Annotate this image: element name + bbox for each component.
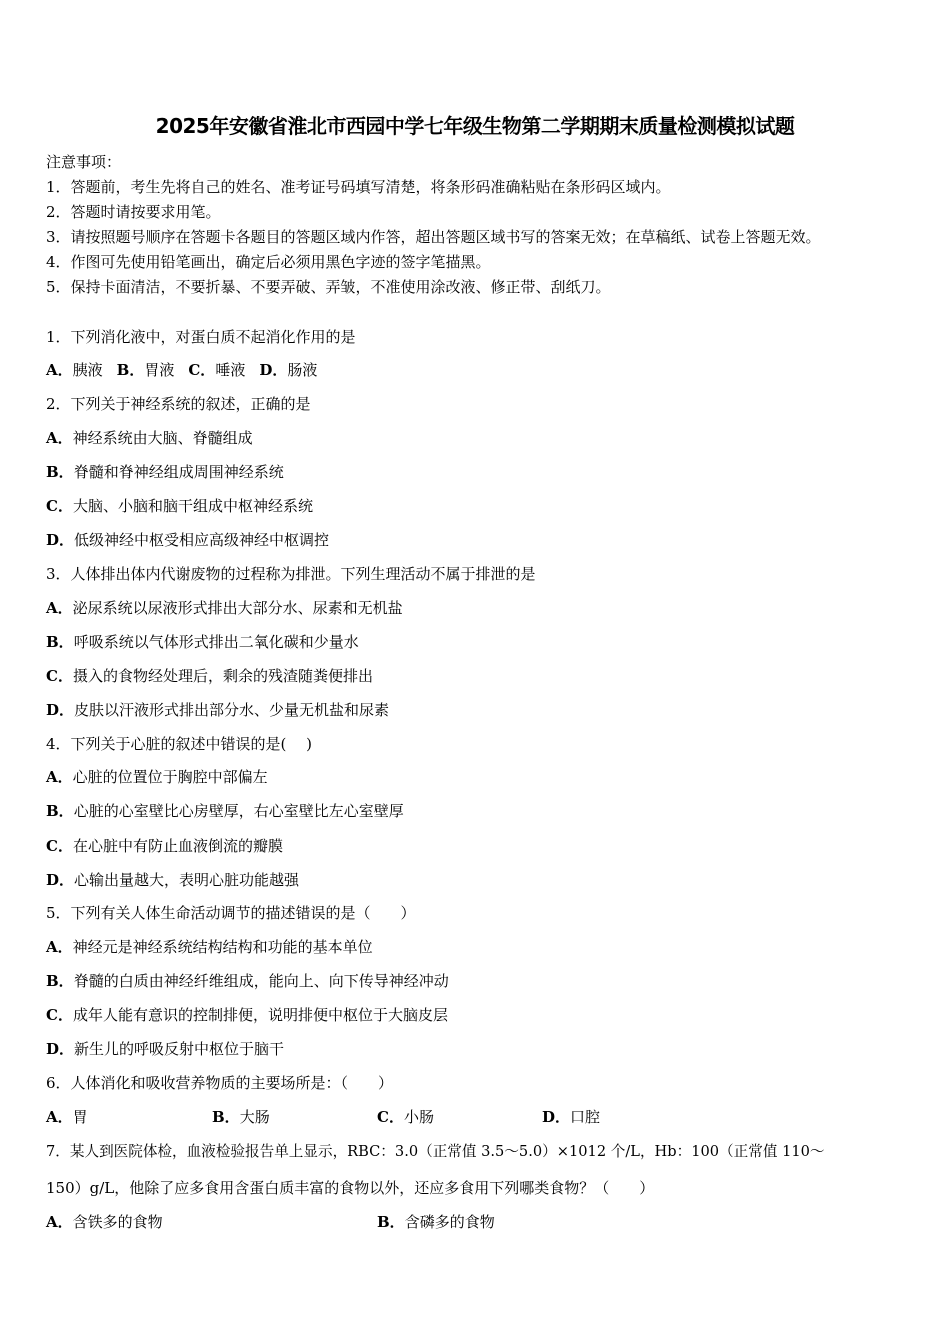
exam-title: 2025年安徽省淮北市西园中学七年级生物第二学期期末质量检测模拟试题 — [155, 114, 795, 138]
question-6-option-c: C．小肠 — [377, 1108, 434, 1126]
option-c: C．唾液 — [188, 361, 246, 379]
notice-item: 3．请按照题号顺序在答题卡各题目的答题区域内作答，超出答题区域书写的答案无效；在草稿纸、试卷上答题无效。 — [46, 228, 821, 246]
question-2-stem: 2．下列关于神经系统的叙述，正确的是 — [46, 395, 311, 413]
question-6-option-a: A．胃 — [46, 1108, 88, 1126]
question-3-stem: 3．人体排出体内代谢废物的过程称为排泄。下列生理活动不属于排泄的是 — [46, 565, 536, 583]
question-7-stem-line1: 7．某人到医院体检，血液检验报告单上显示，RBC：3.0（正常值 3.5～5.0）×1012 个/L，Hb：100（正常值 110～ — [46, 1143, 825, 1160]
option-d: D．肠液 — [259, 361, 318, 379]
option-a: A．胰液 — [46, 361, 103, 379]
question-3-option-a: A．泌尿系统以尿液形式排出大部分水、尿素和无机盐 — [46, 599, 403, 617]
question-3-option-d: D．皮肤以汗液形式排出部分水、少量无机盐和尿素 — [46, 701, 390, 719]
notice-item: 5．保持卡面清洁，不要折暴、不要弄破、弄皱，不准使用涂改液、修正带、刮纸刀。 — [46, 278, 611, 296]
question-4-option-c: C．在心脏中有防止血液倒流的瓣膜 — [46, 837, 283, 855]
question-3-option-b: B．呼吸系统以气体形式排出二氧化碳和少量水 — [46, 633, 359, 651]
question-7-stem-line2: 150）g/L，他除了应多食用含蛋白质丰富的食物以外，还应多食用下列哪类食物？（ ） — [46, 1179, 655, 1197]
option-b: B．胃液 — [116, 361, 175, 379]
question-4-option-b: B．心脏的心室壁比心房壁厚，右心室壁比左心室壁厚 — [46, 802, 404, 820]
question-5-option-d: D．新生儿的呼吸反射中枢位于脑干 — [46, 1040, 285, 1058]
question-1-stem: 1．下列消化液中，对蛋白质不起消化作用的是 — [46, 328, 356, 346]
question-2-option-d: D．低级神经中枢受相应高级神经中枢调控 — [46, 531, 330, 549]
question-1-options — [46, 360, 331, 380]
notice-item: 4．作图可先使用铅笔画出，确定后必须用黑色字迹的签字笔描黑。 — [46, 253, 491, 271]
question-5-option-a: A．神经元是神经系统结构结构和功能的基本单位 — [46, 938, 373, 956]
question-5-stem: 5．下列有关人体生命活动调节的描述错误的是（ ） — [46, 904, 416, 922]
question-6-option-d: D．口腔 — [542, 1108, 601, 1126]
question-4-option-d: D．心输出量越大，表明心脏功能越强 — [46, 871, 300, 889]
question-4-stem: 4．下列关于心脏的叙述中错误的是( ) — [46, 735, 313, 753]
question-7-option-b: B．含磷多的食物 — [377, 1213, 495, 1231]
question-5-option-b: B．脊髓的白质由神经纤维组成，能向上、向下传导神经冲动 — [46, 972, 449, 990]
question-5-option-c: C．成年人能有意识的控制排便，说明排便中枢位于大脑皮层 — [46, 1006, 448, 1024]
notice-item: 1．答题前，考生先将自己的姓名、准考证号码填写清楚，将条形码准确粘贴在条形码区域内。 — [46, 178, 671, 196]
question-6-stem: 6．人体消化和吸收营养物质的主要场所是：（ ） — [46, 1074, 394, 1092]
question-4-option-a: A．心脏的位置位于胸腔中部偏左 — [46, 768, 268, 786]
question-6-option-b: B．大肠 — [212, 1108, 270, 1126]
question-7-option-a: A．含铁多的食物 — [46, 1213, 163, 1231]
question-2-option-a: A．神经系统由大脑、脊髓组成 — [46, 429, 253, 447]
question-2-option-b: B．脊髓和脊神经组成周围神经系统 — [46, 463, 284, 481]
notice-item: 2．答题时请按要求用笔。 — [46, 203, 221, 221]
question-3-option-c: C．摄入的食物经处理后，剩余的残渣随粪便排出 — [46, 667, 373, 685]
notice-heading: 注意事项： — [46, 153, 122, 171]
question-2-option-c: C．大脑、小脑和脑干组成中枢神经系统 — [46, 497, 313, 515]
